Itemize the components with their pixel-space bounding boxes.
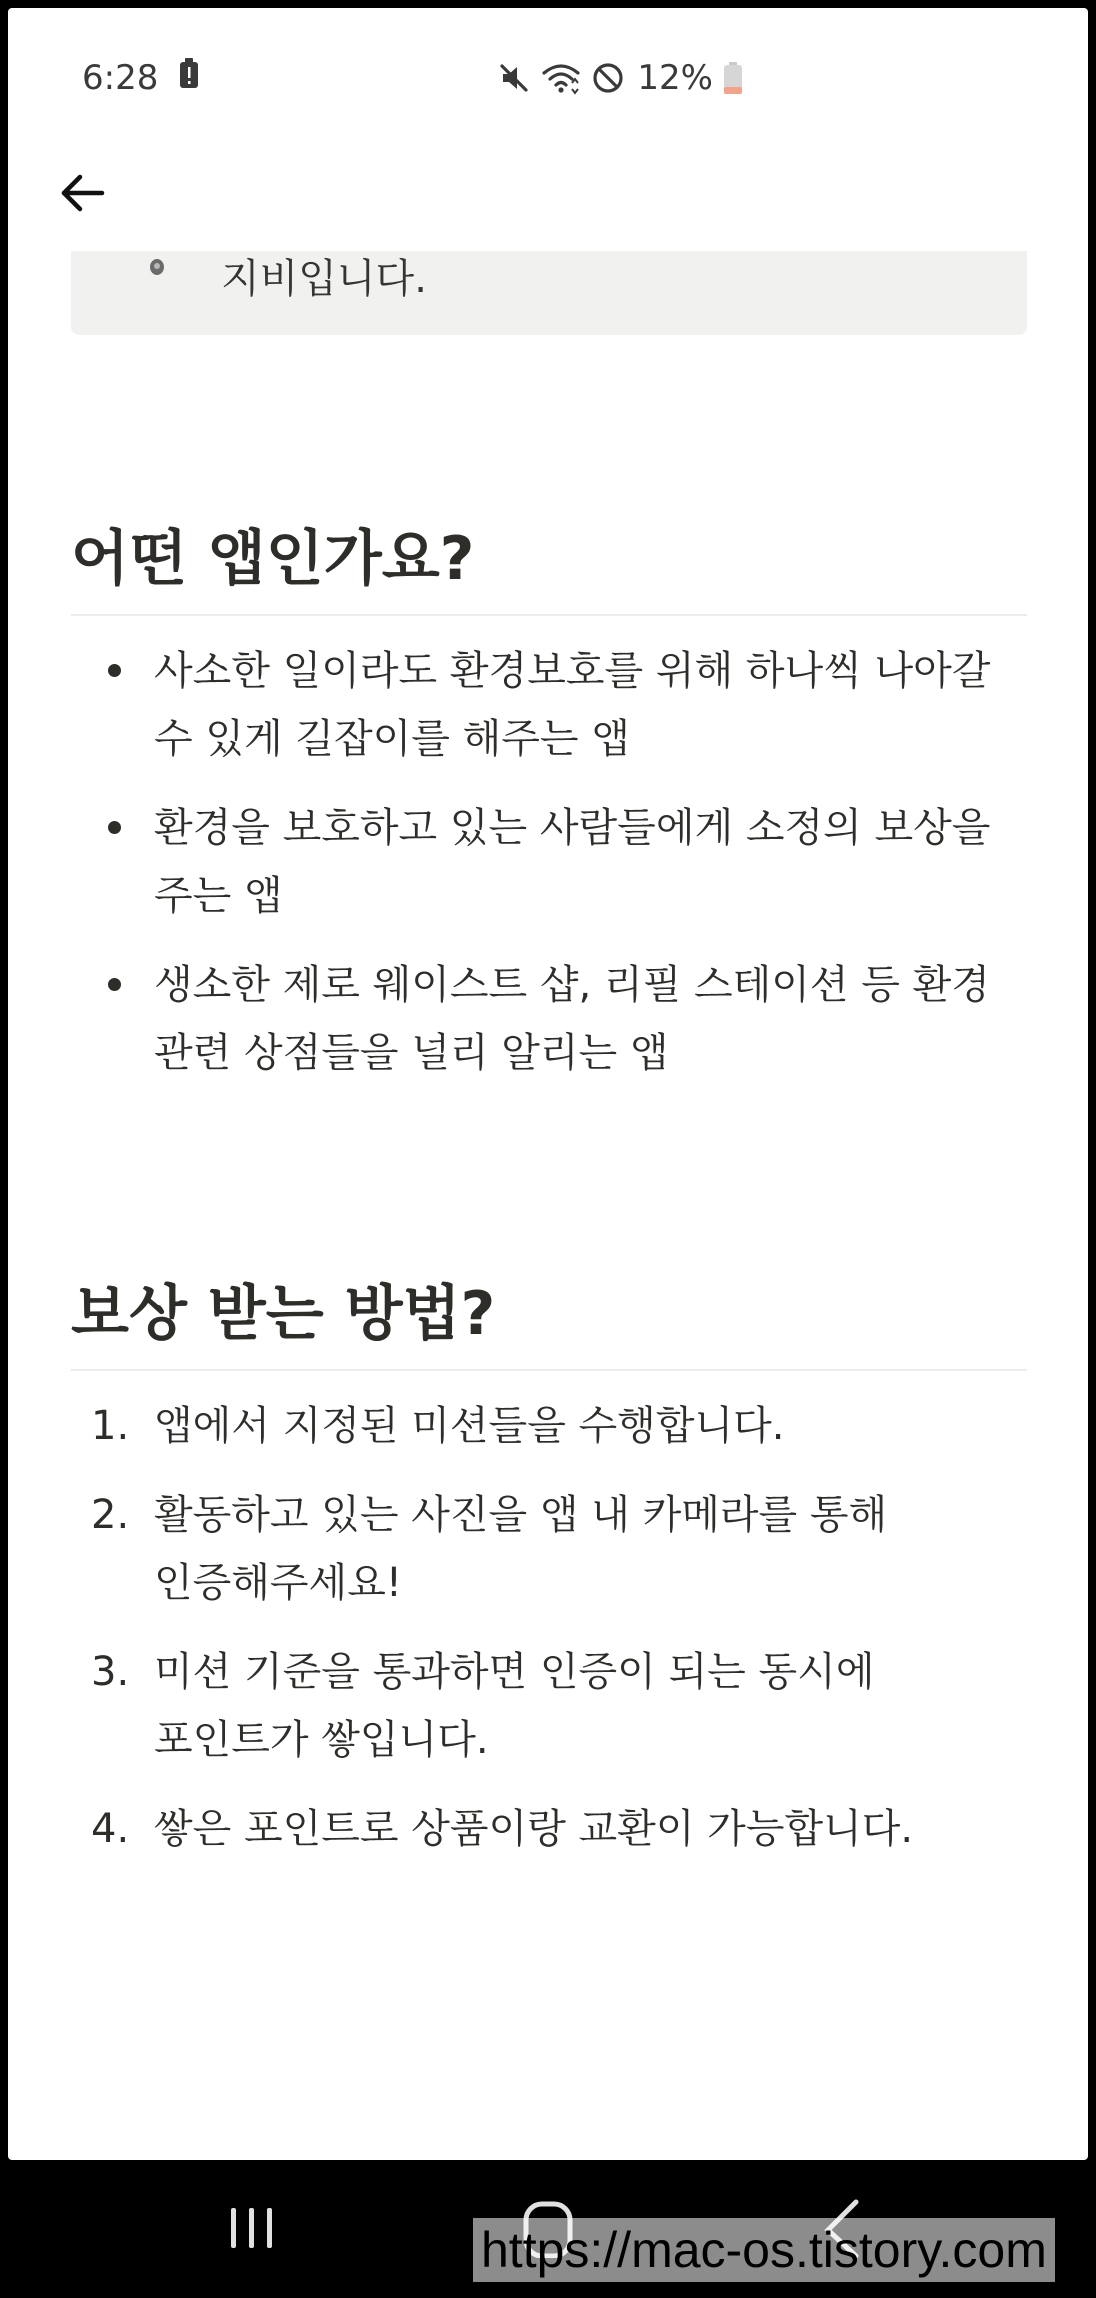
list-item-text: 활동하고 있는 사진을 앱 내 카메라를 통해 인증해주세요! xyxy=(154,1492,888,1606)
recents-icon[interactable] xyxy=(222,2200,282,2256)
number-marker: 4. xyxy=(91,1806,130,1852)
list-item-text: 앱에서 지정된 미션들을 수행합니다. xyxy=(154,1403,785,1449)
section-what-app xyxy=(71,516,1027,1087)
list-item-text: 미션 기준을 통과하면 인증이 되는 동시에 포인트가 쌓입니다. xyxy=(154,1649,875,1763)
number-marker: 2. xyxy=(91,1492,130,1538)
bullet-marker xyxy=(108,821,121,834)
back-button[interactable] xyxy=(48,159,116,227)
list-item xyxy=(71,1481,1027,1617)
battery-percent: 12% xyxy=(637,58,713,98)
watermark-url: https://mac-os.tistory.com xyxy=(473,2218,1055,2282)
mute-icon xyxy=(497,61,531,95)
list-item xyxy=(71,1795,1027,1863)
number-marker: 3. xyxy=(91,1649,130,1695)
status-bar xyxy=(8,8,1088,133)
bullet-list xyxy=(71,637,1027,1087)
alert-icon xyxy=(178,58,200,90)
bullet-marker xyxy=(108,978,121,991)
battery-low-icon xyxy=(723,61,743,95)
list-item-text: 쌓은 포인트로 상품이랑 교환이 가능합니다. xyxy=(154,1806,914,1852)
arrow-left-icon xyxy=(58,169,106,217)
list-item xyxy=(71,794,1027,930)
list-item-text: 환경을 보호하고 있는 사람들에게 소정의 보상을 주는 앱 xyxy=(154,805,991,919)
number-marker: 1. xyxy=(91,1403,130,1449)
wifi-icon xyxy=(541,61,581,95)
section-heading: 보상 받는 방법? xyxy=(71,1271,1027,1371)
list-item xyxy=(71,637,1027,773)
top-app-bar xyxy=(8,133,1088,251)
do-not-disturb-icon xyxy=(591,61,625,95)
page-content xyxy=(8,251,1088,2160)
bullet-marker xyxy=(108,664,121,677)
list-item xyxy=(71,1392,1027,1460)
section-heading: 어떤 앱인가요? xyxy=(71,516,1027,616)
status-icons xyxy=(497,52,743,104)
list-item-text: 생소한 제로 웨이스트 샵, 리필 스테이션 등 환경 관련 상점들을 널리 알리는 앱 xyxy=(154,962,990,1076)
list-item xyxy=(71,1638,1027,1774)
numbered-list xyxy=(71,1392,1027,1863)
list-item xyxy=(71,951,1027,1087)
screen xyxy=(8,8,1088,2160)
list-item-text: 사소한 일이라도 환경보호를 위해 하나씩 나아갈 수 있게 길잡이를 해주는 앱 xyxy=(154,648,991,762)
callout-text: 지비입니다. xyxy=(221,256,427,302)
callout-block xyxy=(71,251,1027,335)
callout-icon xyxy=(147,257,167,277)
section-how-reward xyxy=(71,1271,1027,1863)
status-time: 6:28 xyxy=(82,58,159,98)
